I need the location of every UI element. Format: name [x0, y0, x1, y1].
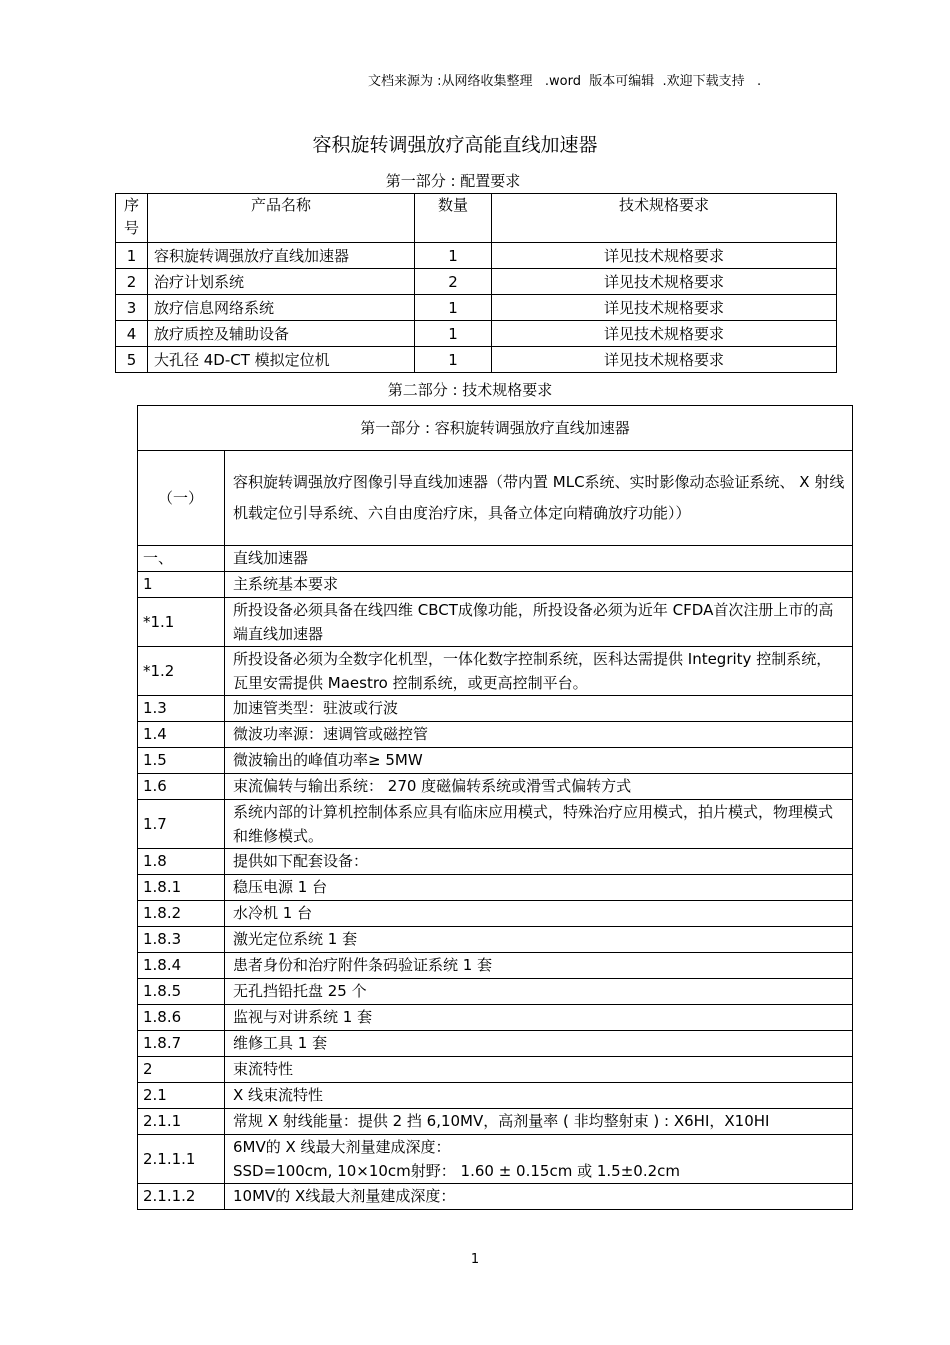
spec-key: 2.1.1.1 [138, 1135, 225, 1184]
spec-text: 无孔挡铅托盘 25 个 [225, 979, 853, 1005]
table-row [116, 321, 837, 347]
row-spec: 详见技术规格要求 [492, 243, 837, 269]
spec-text: 系统内部的计算机控制体系应具有临床应用模式，特殊治疗应用模式，拍片模式，物理模式和维修模式。 [225, 800, 853, 849]
spec-text: 所投设备必须具备在线四维 CBCT成像功能，所投设备必须为近年 CFDA首次注册上市的高端直线加速器 [225, 598, 853, 647]
table-row [138, 696, 853, 722]
table-row [138, 1135, 853, 1184]
spec-text: 所投设备必须为全数字化机型，一体化数字控制系统，医科达需提供 Integrity 控制系统，瓦里安需提供 Maestro 控制系统，或更高控制平台。 [225, 647, 853, 696]
spec-group-key: （一） [138, 451, 225, 546]
part2-heading: 第二部分 : 技术规格要求 [387, 381, 553, 399]
table-row [138, 1057, 853, 1083]
row-qty: 1 [415, 347, 492, 373]
spec-group-row [138, 451, 853, 546]
row-qty: 1 [415, 295, 492, 321]
spec-text: 直线加速器 [225, 546, 853, 572]
table-row [116, 243, 837, 269]
row-name: 大孔径 4D-CT 模拟定位机 [148, 347, 415, 373]
spec-table [137, 405, 853, 1210]
table-row [138, 1005, 853, 1031]
spec-section-title: 第一部分 : 容积旋转调强放疗直线加速器 [138, 406, 853, 451]
spec-key: 1.8.2 [138, 901, 225, 927]
row-spec: 详见技术规格要求 [492, 295, 837, 321]
header-no: 序 号 [116, 194, 148, 243]
spec-text: 监视与对讲系统 1 套 [225, 1005, 853, 1031]
spec-text: X 线束流特性 [225, 1083, 853, 1109]
spec-key: 1 [138, 572, 225, 598]
spec-key: 2.1.1 [138, 1109, 225, 1135]
spec-group-text: 容积旋转调强放疗图像引导直线加速器（带内置 MLC系统、实时影像动态验证系统、 X 射线机载定位引导系统、六自由度治疗床，具备立体定向精确放疗功能）） [225, 451, 853, 546]
table-row [138, 800, 853, 849]
table-row [138, 647, 853, 696]
table-row [116, 347, 837, 373]
table-row [116, 269, 837, 295]
config-table [115, 193, 837, 373]
table-row [138, 598, 853, 647]
spec-key: 1.7 [138, 800, 225, 849]
row-no: 2 [116, 269, 148, 295]
spec-key: 1.8.5 [138, 979, 225, 1005]
spec-text: 水冷机 1 台 [225, 901, 853, 927]
header-note: 文档来源为 :从网络收集整理 .word 版本可编辑 .欢迎下载支持 . [368, 74, 762, 89]
spec-text: 激光定位系统 1 套 [225, 927, 853, 953]
spec-text: 加速管类型：驻波或行波 [225, 696, 853, 722]
spec-key: 2 [138, 1057, 225, 1083]
table-row [138, 1083, 853, 1109]
header-spec: 技术规格要求 [492, 194, 837, 243]
spec-key: 1.8.1 [138, 875, 225, 901]
spec-text: 主系统基本要求 [225, 572, 853, 598]
row-name: 放疗信息网络系统 [148, 295, 415, 321]
table-row [138, 722, 853, 748]
spec-key: 1.8.3 [138, 927, 225, 953]
row-no: 1 [116, 243, 148, 269]
spec-key: 2.1.1.2 [138, 1184, 225, 1210]
page-number: 1 [470, 1252, 480, 1267]
spec-text: 稳压电源 1 台 [225, 875, 853, 901]
row-no: 4 [116, 321, 148, 347]
spec-key: *1.1 [138, 598, 225, 647]
row-name: 放疗质控及辅助设备 [148, 321, 415, 347]
table-row [138, 1109, 853, 1135]
table-row [138, 875, 853, 901]
row-qty: 1 [415, 321, 492, 347]
header-qty: 数量 [415, 194, 492, 243]
row-spec: 详见技术规格要求 [492, 347, 837, 373]
row-qty: 1 [415, 243, 492, 269]
row-name: 治疗计划系统 [148, 269, 415, 295]
table-row [138, 927, 853, 953]
spec-text: 微波输出的峰值功率≥ 5MW [225, 748, 853, 774]
spec-key: 1.8.7 [138, 1031, 225, 1057]
table-row [138, 1184, 853, 1210]
spec-section-row [138, 406, 853, 451]
document-title: 容积旋转调强放疗高能直线加速器 [312, 134, 598, 156]
spec-key: 1.3 [138, 696, 225, 722]
spec-key: 1.8.4 [138, 953, 225, 979]
table-row [138, 572, 853, 598]
spec-text: 微波功率源：速调管或磁控管 [225, 722, 853, 748]
spec-text: 提供如下配套设备： [225, 849, 853, 875]
row-no: 3 [116, 295, 148, 321]
spec-text: 束流特性 [225, 1057, 853, 1083]
spec-key: 2.1 [138, 1083, 225, 1109]
spec-text: 6MV的 X 线最大剂量建成深度： SSD=100cm, 10×10cm射野： 1.60 ± 0.15cm 或 1.5±0.2cm [225, 1135, 853, 1184]
spec-text: 常规 X 射线能量：提供 2 挡 6,10MV，高剂量率 ( 非均整射束 ) : X6HI，X10HI [225, 1109, 853, 1135]
row-qty: 2 [415, 269, 492, 295]
row-spec: 详见技术规格要求 [492, 321, 837, 347]
table-row [138, 979, 853, 1005]
config-table-header [116, 194, 837, 243]
spec-text: 患者身份和治疗附件条码验证系统 1 套 [225, 953, 853, 979]
header-name: 产品名称 [148, 194, 415, 243]
table-row [138, 748, 853, 774]
spec-key: 1.5 [138, 748, 225, 774]
spec-key: 1.8.6 [138, 1005, 225, 1031]
table-row [138, 901, 853, 927]
table-row [138, 849, 853, 875]
spec-key: *1.2 [138, 647, 225, 696]
spec-text: 10MV的 X线最大剂量建成深度： [225, 1184, 853, 1210]
table-row [138, 774, 853, 800]
spec-key: 1.4 [138, 722, 225, 748]
table-row [138, 953, 853, 979]
part1-heading: 第一部分 : 配置要求 [385, 172, 521, 190]
table-row [138, 1031, 853, 1057]
row-spec: 详见技术规格要求 [492, 269, 837, 295]
spec-text: 维修工具 1 套 [225, 1031, 853, 1057]
table-row [116, 295, 837, 321]
table-row [138, 546, 853, 572]
spec-key: 1.6 [138, 774, 225, 800]
row-no: 5 [116, 347, 148, 373]
spec-key: 1.8 [138, 849, 225, 875]
row-name: 容积旋转调强放疗直线加速器 [148, 243, 415, 269]
spec-text: 束流偏转与输出系统： 270 度磁偏转系统或滑雪式偏转方式 [225, 774, 853, 800]
spec-key: 一、 [138, 546, 225, 572]
